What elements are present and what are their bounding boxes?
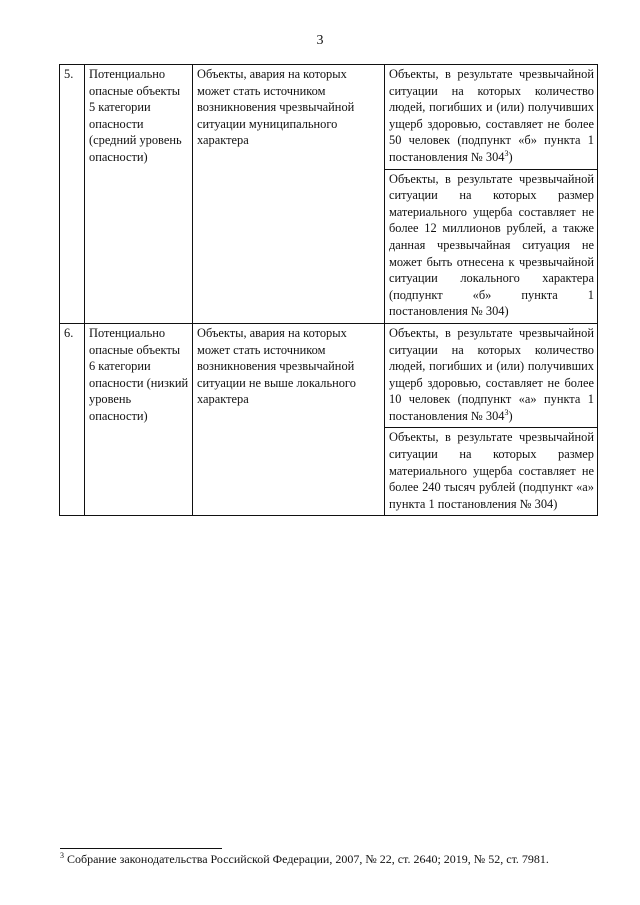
- row-number: 5.: [60, 65, 85, 324]
- footnote-mark: 3: [60, 851, 64, 860]
- category-cell: Потенциально опасные объекты 5 категории опасности (средний уровень опасности): [85, 65, 193, 324]
- footnote-ref: 3: [504, 407, 509, 417]
- category-cell: Потенциально опасные объекты 6 категории опасности (низкий уровень опасности): [85, 323, 193, 516]
- hazard-category-table: [59, 64, 598, 516]
- criterion-cell: [385, 323, 598, 428]
- criterion-text: Объекты, в результате чрезвычайной ситуации на которых размер материального ущерба составляет не более 12 миллионов рублей, а также данная чрезвычайная ситуация не может быть отнесена к чрезвычайной ситуации локального характера (подпункт «б» пункта 1 постановления № 304): [389, 171, 594, 319]
- criterion-cell: [385, 428, 598, 516]
- criterion-cell: [385, 65, 598, 170]
- criterion-text: Объекты, в результате чрезвычайной ситуации на которых количество людей, погибших и (или) получивших ущерб здоровью, составляет не более 10 человек (подпункт «а» пункта 1 постановления № 304: [389, 325, 594, 423]
- criterion-tail: ): [508, 149, 513, 164]
- description-cell: Объекты, авария на которых может стать источником возникновения чрезвычайной ситуации не выше локального характера: [193, 323, 385, 516]
- footnote: [60, 852, 620, 867]
- footnote-ref: 3: [504, 148, 509, 158]
- row-number: 6.: [60, 323, 85, 516]
- table-row: [60, 65, 598, 170]
- table-row: [60, 323, 598, 428]
- criterion-text: Объекты, в результате чрезвычайной ситуации на которых количество людей, погибших и (или) получивших ущерб здоровью, составляет не более 50 человек (подпункт «б» пункта 1 постановления № 304: [389, 67, 594, 164]
- criterion-cell: [385, 169, 598, 323]
- criterion-tail: ): [508, 408, 513, 423]
- description-cell: Объекты, авария на которых может стать источником возникновения чрезвычайной ситуации муниципального характера: [193, 65, 385, 324]
- criterion-text: Объекты, в результате чрезвычайной ситуации на которых размер материального ущерба составляет не более 240 тысяч рублей (подпункт «а» пункта 1 постановления № 304): [389, 430, 594, 511]
- footnote-divider: [60, 848, 222, 849]
- page-number: 3: [316, 33, 324, 48]
- footnote-text: Собрание законодательства Российской Федерации, 2007, № 22, ст. 2640; 2019, № 52, ст. 7981.: [64, 852, 549, 866]
